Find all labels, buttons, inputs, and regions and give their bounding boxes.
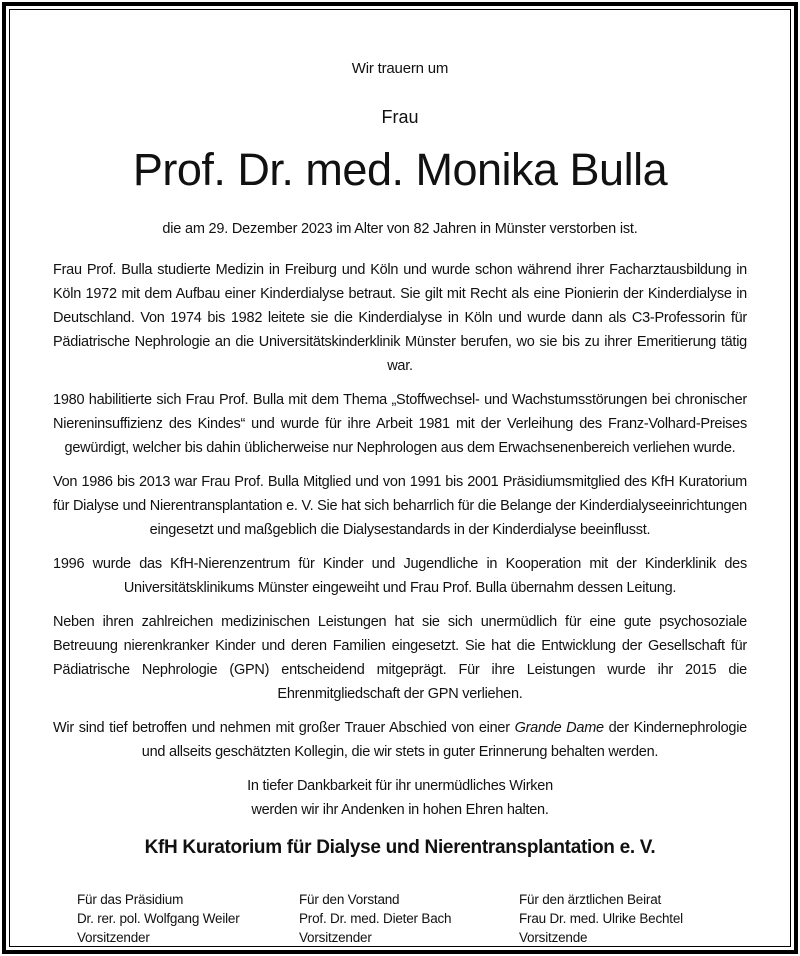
notice-inner-frame [9, 9, 791, 947]
signature-block [77, 890, 747, 947]
deceased-name: Prof. Dr. med. Monika Bulla [132, 144, 668, 195]
salutation: Frau [381, 107, 419, 127]
notice-outer-frame [2, 2, 798, 954]
biography-paragraph-3: Von 1986 bis 2013 war Frau Prof. Bulla Mitglied und von 1991 bis 2001 Präsidiumsmitglied des KfH Kuratorium für Dialyse und Nierentransplantation e. V. Sie hat sich beharrlich für die Belange der Kinderdialyseeinrichtungen eingesetzt und maßgeblich die Dialysestandards in der Kinderdialyse beeinflusst. [53, 474, 747, 538]
gratitude-line-2: werden wir ihr Andenken in hohen Ehren halten. [251, 802, 549, 818]
grande-dame-italic: Grande Dame [514, 720, 604, 736]
signature-praesidium [77, 890, 299, 947]
signature-person: Prof. Dr. med. Dieter Bach [299, 911, 452, 926]
gratitude-paragraph [53, 774, 747, 822]
mourning-intro: Wir trauern um [351, 60, 449, 77]
signature-person: Dr. rer. pol. Wolfgang Weiler [77, 911, 240, 926]
gratitude-line-1: In tiefer Dankbarkeit für ihr unermüdliches Wirken [247, 778, 553, 794]
signature-role: Für das Präsidium [77, 892, 184, 907]
signature-title: Vorsitzender [299, 930, 372, 945]
biography-paragraph-5: Neben ihren zahlreichen medizinischen Leistungen hat sie sich unermüdlich für eine gute psychosoziale Betreuung nierenkranker Kinder und deren Familien eingesetzt. Sie hat die Entwicklung der Gesellschaft für Pädiatrische Nephrologie (GPN) entscheidend mitgeprägt. Für ihre Leistungen wurde ihr 2015 die Ehrenmitgliedschaft der GPN verliehen. [53, 614, 747, 702]
signature-role: Für den Vorstand [299, 892, 400, 907]
condolence-paragraph [53, 716, 747, 764]
signature-vorstand [299, 890, 519, 947]
condolence-text-before: Wir sind tief betroffen und nehmen mit großer Trauer Abschied von einer [53, 720, 515, 736]
biography-paragraph-1: Frau Prof. Bulla studierte Medizin in Freiburg und Köln und wurde schon während ihrer Facharztausbildung in Köln 1972 mit dem Aufbau einer Kinderdialyse betraut. Sie gilt mit Recht als eine Pionierin der Kinderdialyse in Deutschland. Von 1974 bis 1982 leitete sie die Kinderdialyse in Köln und wurde dann als C3-Professorin für Pädiatrische Nephrologie an die Universitätskinderklinik Münster berufen, wo sie bis zu ihrer Emeritierung tätig war. [53, 262, 747, 374]
signature-title: Vorsitzende [519, 930, 588, 945]
signature-title: Vorsitzender [77, 930, 150, 945]
signature-beirat [519, 890, 683, 947]
condolence-text-after: der Kindernephrologie und allseits geschätzten Kollegin, die wir stets in guter Erinnerung behalten werden. [141, 720, 747, 760]
biography-paragraph-2: 1980 habilitierte sich Frau Prof. Bulla mit dem Thema „Stoffwechsel- und Wachstumsstörungen bei chronischer Niereninsuffizienz des Kindes“ und wurde für ihre Arbeit 1981 mit der Verleihung des Franz-Volhard-Preises gewürdigt, welcher bis dahin üblicherweise nur Nephrologen aus dem Erwachsenenbereich verliehen wurde. [53, 392, 747, 456]
signature-role: Für den ärztlichen Beirat [519, 892, 662, 907]
death-date-line: die am 29. Dezember 2023 im Alter von 82 Jahren in Münster verstorben ist. [162, 221, 638, 237]
signature-person: Frau Dr. med. Ulrike Bechtel [519, 911, 683, 926]
organization-name: KfH Kuratorium für Dialyse und Nierentransplantation e. V. [144, 837, 656, 858]
biography-paragraph-4: 1996 wurde das KfH-Nierenzentrum für Kinder und Jugendliche in Kooperation mit der Kinderklinik des Universitätsklinikums Münster eingeweiht und Frau Prof. Bulla übernahm dessen Leitung. [53, 556, 747, 596]
